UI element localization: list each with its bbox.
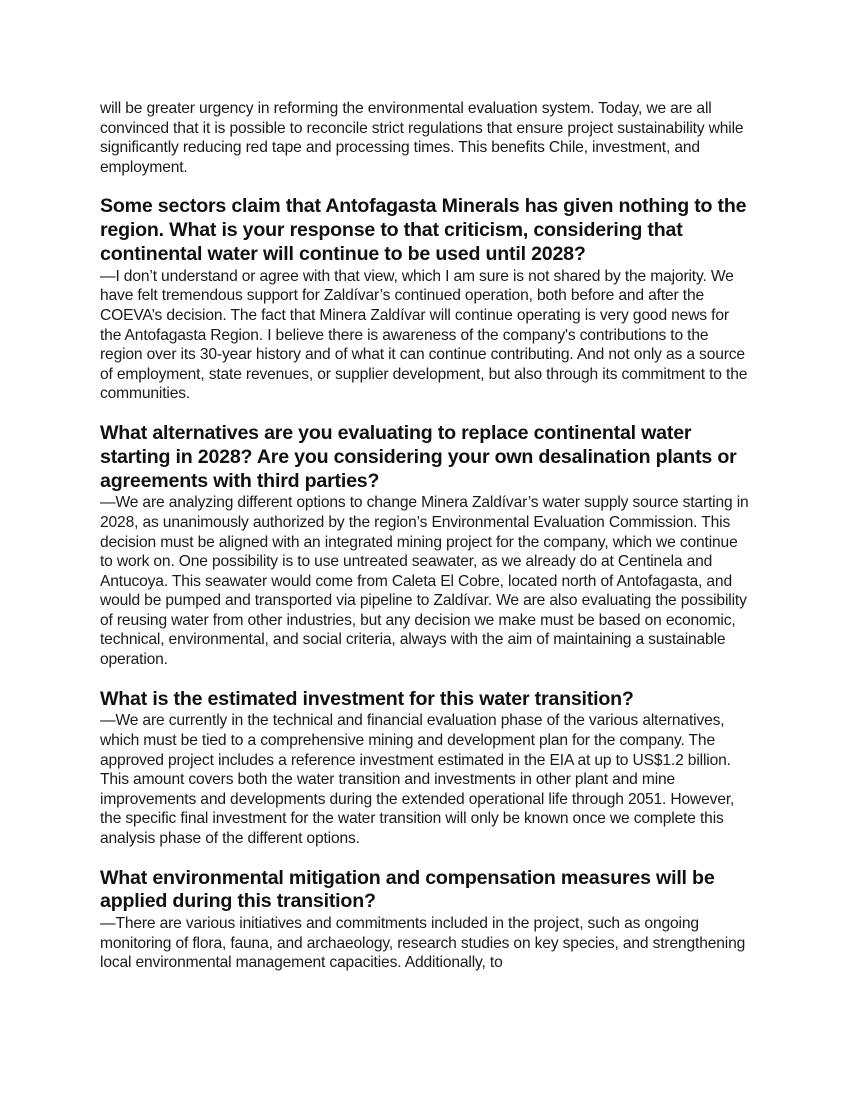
- question-heading: What environmental mitigation and compensation measures will be applied during this transition?: [100, 866, 715, 913]
- answer-paragraph: —We are currently in the technical and financial evaluation phase of the various alternatives, which must be tied to a comprehensive mining and development plan for the company. The approved project includes a reference investment estimated in the EIA at up to US$1.2 billion. This amount covers both the water transition and investments in other plant and mine improvements and developments during the extended operational life through 2051. However, the specific final investment for the water transition will only be known once we complete this analysis phase of the different options.: [100, 712, 735, 848]
- question-heading: What is the estimated investment for this water transition?: [100, 687, 634, 710]
- intro-paragraph: will be greater urgency in reforming the environmental evaluation system. Today, we are all convinced that it is possible to reconcile strict regulations that ensure project sustainability while significantly reducing red tape and processing times. This benefits Chile, investment, and employment.: [100, 100, 744, 176]
- qa-section-1: [100, 195, 752, 404]
- qa-section-4: [100, 867, 752, 973]
- qa-section-3: [100, 688, 752, 849]
- answer-paragraph: —I don’t understand or agree with that view, which I am sure is not shared by the majority. We have felt tremendous support for Zaldívar’s continued operation, both before and after the COEVA’s decision. The fact that Minera Zaldívar will continue operating is very good news for the Antofagasta Region. I believe there is awareness of the company's contributions to the region over its 30-year history and of what it can continue contributing. And not only as a source of employment, state revenues, or supplier development, but also through its commitment to the communities.: [100, 267, 748, 403]
- answer-paragraph: —We are analyzing different options to change Minera Zaldívar’s water supply source starting in 2028, as unanimously authorized by the region’s Environmental Evaluation Commission. This decision must be aligned with an integrated mining project for the company, which we continue to work on. One possibility is to use untreated seawater, as we already do at Centinela and Antucoya. This seawater would come from Caleta El Cobre, located north of Antofagasta, and would be pumped and transported via pipeline to Zaldívar. We are also evaluating the possibility of reusing water from other industries, but any decision we make must be based on economic, technical, environmental, and social criteria, always with the aim of maintaining a sustainable operation.: [100, 494, 749, 669]
- qa-section-2: [100, 422, 752, 670]
- question-heading: What alternatives are you evaluating to replace continental water starting in 2028? Are you considering your own desalination plants or agreements with third parties?: [100, 421, 737, 492]
- answer-paragraph: —There are various initiatives and commitments included in the project, such as ongoing monitoring of flora, fauna, and archaeology, research studies on key species, and strengthening local environmental management capacities. Additionally, to: [100, 915, 746, 972]
- question-heading: Some sectors claim that Antofagasta Minerals has given nothing to the region. What is your response to that criticism, considering that continental water will continue to be used until 2028?: [100, 195, 747, 265]
- document-page: [100, 99, 752, 973]
